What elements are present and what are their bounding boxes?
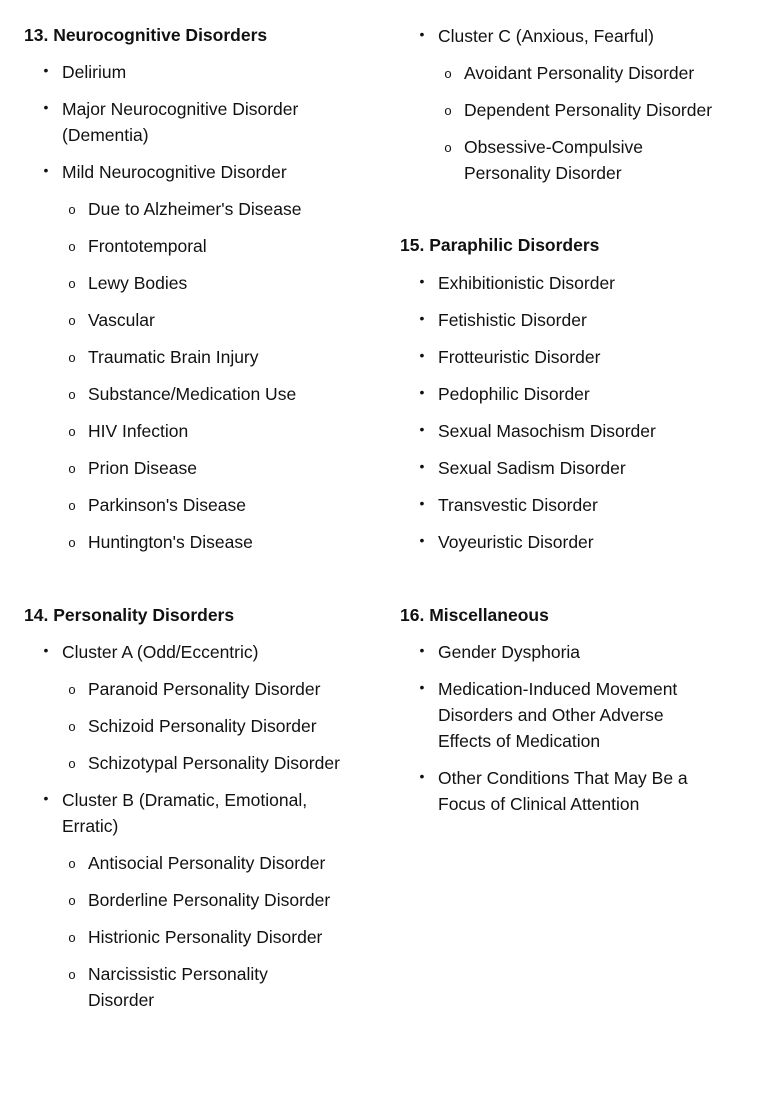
hollow-bullet-icon: o [68, 719, 76, 734]
list-item: • Transvestic Disorder [412, 492, 732, 518]
list-item: • Medication-Induced Movement Disorders and Other Adverse Effects of Medication [412, 676, 712, 754]
list-item: • Sexual Masochism Disorder [412, 418, 732, 444]
bullet-icon: • [43, 62, 49, 78]
list-item: • Cluster C (Anxious, Fearful) [412, 23, 742, 49]
hollow-bullet-icon: o [68, 498, 76, 513]
list-item: o Schizoid Personality Disorder [62, 713, 368, 739]
bullet-icon: • [419, 495, 425, 511]
bullet-icon: • [43, 790, 49, 806]
hollow-bullet-icon: o [68, 387, 76, 402]
list-item: • Exhibitionistic Disorder [412, 270, 732, 296]
section-13-title: 13. Neurocognitive Disorders [24, 25, 268, 45]
hollow-bullet-icon: o [68, 350, 76, 365]
bullet-icon: • [419, 421, 425, 437]
list-item: • Fetishistic Disorder [412, 307, 732, 333]
hollow-bullet-icon: o [68, 930, 76, 945]
hollow-bullet-icon: o [68, 313, 76, 328]
list-item: o Traumatic Brain Injury [62, 344, 362, 370]
hollow-bullet-icon: o [68, 893, 76, 908]
section-16-title: 16. Miscellaneous [400, 605, 549, 625]
section-14-title: 14. Personality Disorders [24, 605, 235, 625]
list-item: o Avoidant Personality Disorder [438, 60, 748, 86]
list-item: • Cluster A (Odd/Eccentric) [36, 639, 336, 665]
hollow-bullet-icon: o [68, 535, 76, 550]
list-item: o Narcissistic Personality Disorder [62, 961, 302, 1013]
hollow-bullet-icon: o [68, 682, 76, 697]
hollow-bullet-icon: o [68, 461, 76, 476]
list-item: o Lewy Bodies [62, 270, 362, 296]
hollow-bullet-icon: o [444, 140, 452, 155]
list-item: o Vascular [62, 307, 362, 333]
bullet-icon: • [419, 642, 425, 658]
list-item: • Frotteuristic Disorder [412, 344, 732, 370]
bullet-icon: • [419, 310, 425, 326]
hollow-bullet-icon: o [68, 239, 76, 254]
list-item: o Obsessive-Compulsive Personality Disorder [438, 134, 678, 186]
list-item: • Cluster B (Dramatic, Emotional, Erratic) [36, 787, 336, 839]
list-item: • Sexual Sadism Disorder [412, 455, 732, 481]
list-item: o Frontotemporal [62, 233, 362, 259]
section-15-title: 15. Paraphilic Disorders [400, 235, 600, 255]
bullet-icon: • [419, 458, 425, 474]
list-item: o Borderline Personality Disorder [62, 887, 368, 913]
list-item: • Other Conditions That May Be a Focus of Clinical Attention [412, 765, 712, 817]
list-item: o Dependent Personality Disorder [438, 97, 748, 123]
list-item: o Parkinson's Disease [62, 492, 362, 518]
bullet-icon: • [419, 347, 425, 363]
bullet-icon: • [419, 679, 425, 695]
list-item: o Prion Disease [62, 455, 362, 481]
hollow-bullet-icon: o [68, 202, 76, 217]
hollow-bullet-icon: o [68, 967, 76, 982]
bullet-icon: • [419, 384, 425, 400]
hollow-bullet-icon: o [444, 103, 452, 118]
bullet-icon: • [43, 99, 49, 115]
bullet-icon: • [43, 642, 49, 658]
hollow-bullet-icon: o [68, 856, 76, 871]
list-item: o Antisocial Personality Disorder [62, 850, 368, 876]
list-item: o HIV Infection [62, 418, 362, 444]
bullet-icon: • [43, 162, 49, 178]
hollow-bullet-icon: o [68, 756, 76, 771]
list-item: o Huntington's Disease [62, 529, 362, 555]
list-item: o Histrionic Personality Disorder [62, 924, 368, 950]
list-item: • Voyeuristic Disorder [412, 529, 732, 555]
list-item: • Pedophilic Disorder [412, 381, 732, 407]
bullet-icon: • [419, 26, 425, 42]
hollow-bullet-icon: o [444, 66, 452, 81]
list-item: • Major Neurocognitive Disorder (Dementia) [36, 96, 336, 148]
list-item: o Schizotypal Personality Disorder [62, 750, 372, 776]
list-item: • Gender Dysphoria [412, 639, 732, 665]
bullet-icon: • [419, 273, 425, 289]
hollow-bullet-icon: o [68, 276, 76, 291]
list-item: o Substance/Medication Use [62, 381, 362, 407]
list-item: o Due to Alzheimer's Disease [62, 196, 362, 222]
hollow-bullet-icon: o [68, 424, 76, 439]
list-item: • Mild Neurocognitive Disorder [36, 159, 336, 185]
list-item: o Paranoid Personality Disorder [62, 676, 368, 702]
list-item: • Delirium [36, 59, 336, 85]
bullet-icon: • [419, 768, 425, 784]
bullet-icon: • [419, 532, 425, 548]
